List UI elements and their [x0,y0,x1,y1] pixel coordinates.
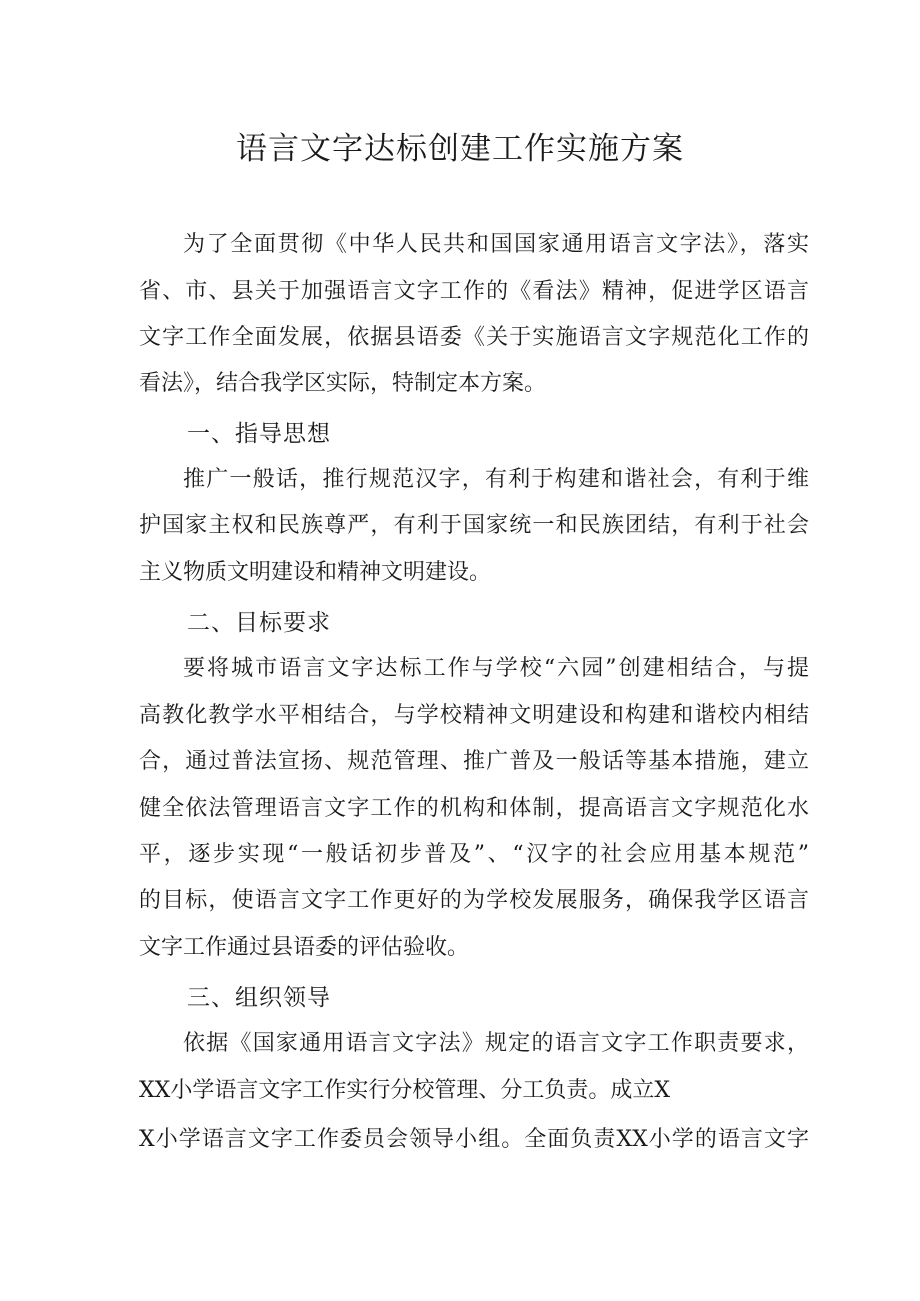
section-heading-1: 一、指导思想 [187,421,331,447]
section1-line-2: 护国家主权和民族尊严，有利于国家统一和民族团结，有利于社会 [139,513,809,538]
section2-line-2: 高教化教学水平相结合，与学校精神文明建设和构建和谐校内相结 [139,703,809,728]
section2-line-1: 要将城市语言文字达标工作与学校“六园”创建相结合，与提 [183,656,809,681]
intro-line-4: 看法》，结合我学区实际，特制定本方案。 [139,371,547,396]
section3-line-2: XX小学语言文字工作实行分校管理、分工负责。成立X [139,1078,670,1103]
section1-line-3: 主义物质文明建设和精神文明建设。 [139,560,492,585]
section2-line-3: 合，通过普法宣扬、规范管理、推广普及一般话等基本措施，建立 [139,749,809,774]
section2-line-4: 健全依法管理语言文字工作的机构和体制，提高语言文字规范化水 [139,796,809,821]
section2-line-5: 平，逐步实现“一般话初步普及”、“汉字的社会应用基本规范” [139,842,809,867]
intro-line-2: 省、市、县关于加强语言文字工作的《看法》精神，促进学区语言 [139,279,809,304]
section2-line-7: 文字工作通过县语委的评估验收。 [139,935,470,960]
intro-line-3: 文字工作全面发展，依据县语委《关于实施语言文字规范化工作的 [139,325,809,350]
section3-line-1: 依据《国家通用语言文字法》规定的语言文字工作职责要求， [183,1031,809,1056]
section2-line-6: 的目标，使语言文字工作更好的为学校发展服务，确保我学区语言 [139,888,809,913]
intro-line-1: 为了全面贯彻《中华人民共和国国家通用语言文字法》，落实 [183,232,809,257]
section1-line-1: 推广一般话，推行规范汉字，有利于构建和谐社会，有利于维 [183,467,809,492]
section-heading-2: 二、目标要求 [187,610,331,636]
section3-line-3: X小学语言文字工作委员会领导小组。全面负责XX小学的语言文字 [139,1127,809,1152]
document-title: 语言文字达标创建工作实施方案 [236,131,684,167]
section-heading-3: 三、组织领导 [187,985,331,1011]
